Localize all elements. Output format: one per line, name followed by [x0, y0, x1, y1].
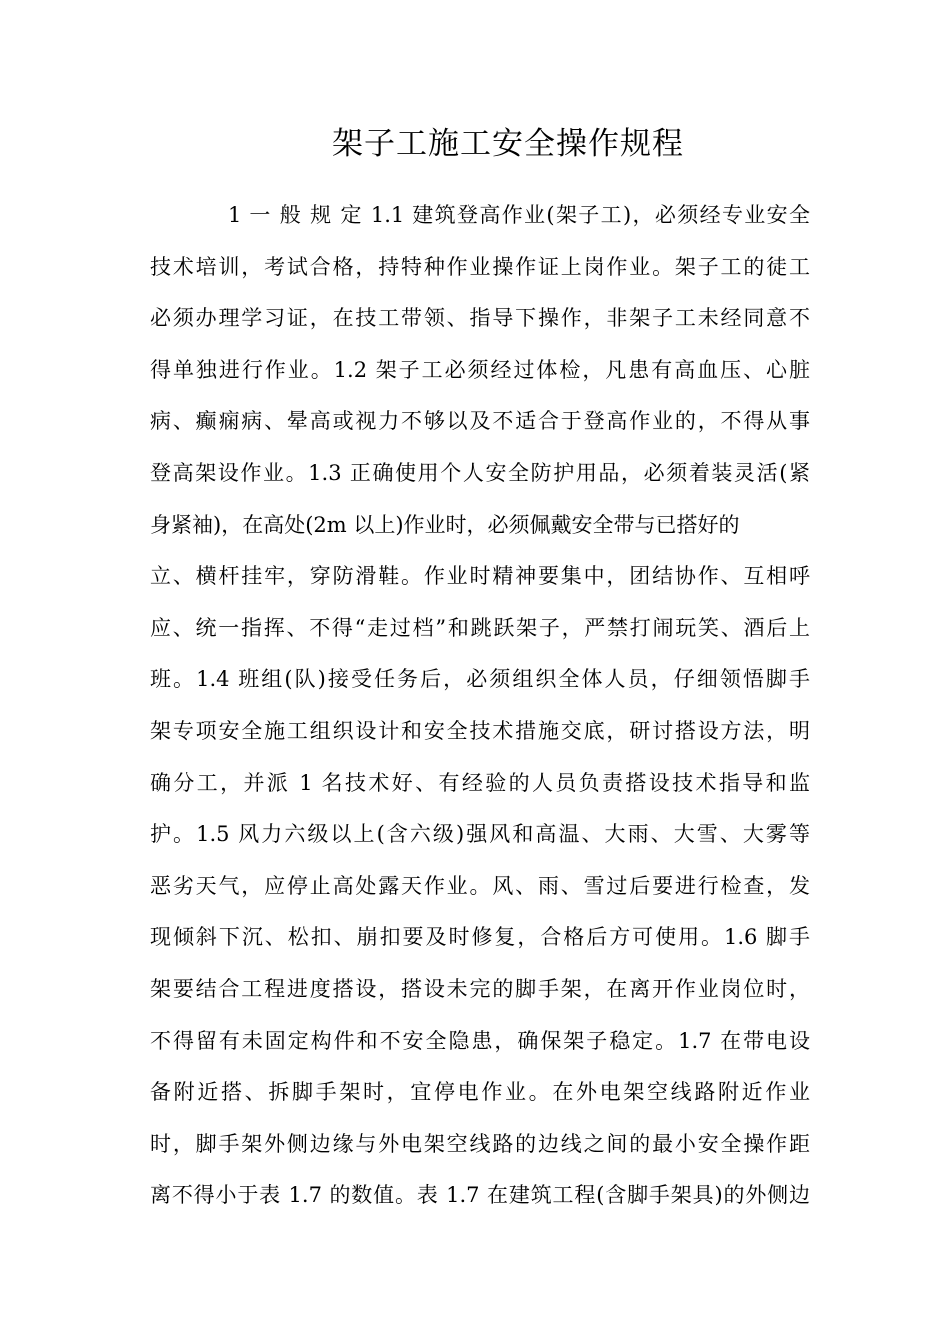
body-line: 班。1.4 班组(队)接受任务后，必须组织全体人员，仔细领悟脚手 — [150, 667, 810, 692]
body-line: 得单独进行作业。1.2 架子工必须经过体检，凡患有高血压、心脏 — [150, 357, 810, 382]
body-line: 应、统一指挥、不得“走过档”和跳跃架子，严禁打闹玩笑、酒后上 — [150, 615, 810, 640]
body-line: 架专项安全施工组织设计和安全技术措施交底，研讨搭设方法，明 — [150, 718, 810, 743]
body-line: 现倾斜下沉、松扣、崩扣要及时修复，合格后方可使用。1.6 脚手 — [150, 925, 810, 950]
body-line: 离不得小于表 1.7 的数值。表 1.7 在建筑工程(含脚手架具)的外侧边 — [150, 1183, 810, 1208]
body-line: 身紧袖)，在高处(2m 以上)作业时，必须佩戴安全带与已搭好的 — [150, 512, 740, 537]
document-title: 架子工施工安全操作规程 — [332, 126, 684, 162]
body-line: 不得留有未固定构件和不安全隐患，确保架子稳定。1.7 在带电设 — [150, 1028, 810, 1053]
body-line: 护。1.5 风力六级以上(含六级)强风和高温、大雨、大雪、大雾等 — [150, 822, 810, 847]
body-line: 病、癫痫病、晕高或视力不够以及不适合于登高作业的，不得从事 — [150, 409, 810, 434]
body-line: 技术培训，考试合格，持特种作业操作证上岗作业。架子工的徒工 — [150, 254, 810, 279]
document-body — [150, 190, 810, 1222]
body-line: 登高架设作业。1.3 正确使用个人安全防护用品，必须着装灵活(紧 — [150, 460, 810, 485]
body-line: 时，脚手架外侧边缘与外电架空线路的边线之间的最小安全操作距 — [150, 1131, 810, 1156]
body-line: 恶劣天气，应停止高处露天作业。风、雨、雪过后要进行检查，发 — [150, 873, 810, 898]
body-line: 备附近搭、拆脚手架时，宜停电作业。在外电架空线路附近作业 — [150, 1080, 810, 1105]
body-line: 立、横杆挂牢，穿防滑鞋。作业时精神要集中，团结协作、互相呼 — [150, 564, 810, 589]
body-line: 1 一 般 规 定 1.1 建筑登高作业(架子工)，必须经专业安全 — [228, 203, 810, 227]
body-line: 架要结合工程进度搭设，搭设未完的脚手架，在离开作业岗位时， — [150, 976, 810, 1001]
body-line: 确分工，并派 1 名技术好、有经验的人员负责搭设技术指导和监 — [150, 770, 810, 795]
body-line: 必须办理学习证，在技工带领、指导下操作，非架子工未经同意不 — [150, 306, 810, 331]
